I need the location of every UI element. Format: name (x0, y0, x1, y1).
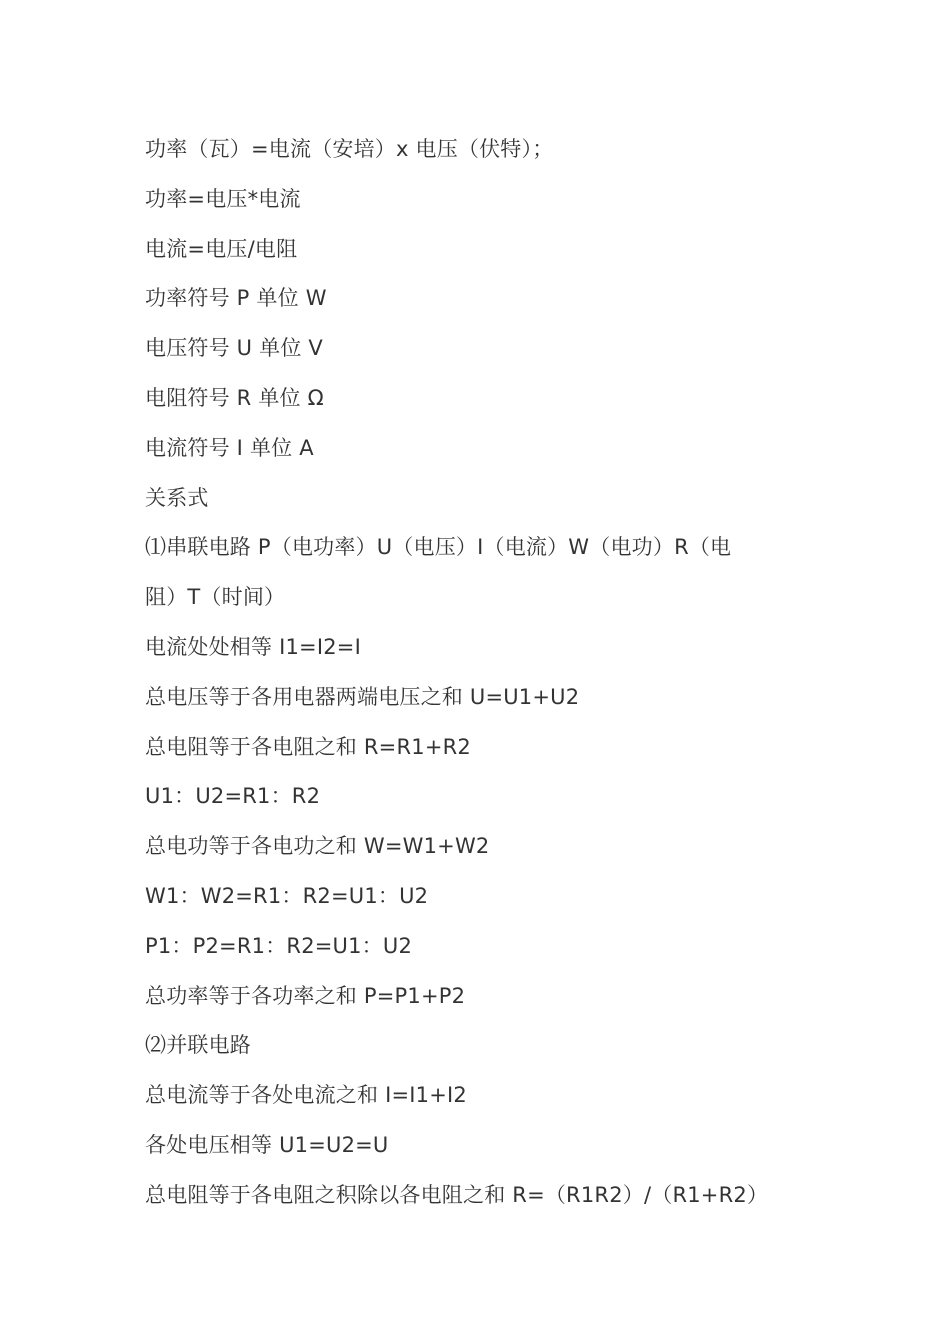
text-line: 总电功等于各电功之和 W=W1+W2 (145, 834, 490, 859)
text-line: ⑵并联电路 (145, 1033, 251, 1058)
text-line: 功率=电压*电流 (145, 186, 301, 211)
text-line: 功率符号 P 单位 W (145, 286, 327, 311)
text-line: U1：U2=R1：R2 (145, 784, 321, 809)
document-body (145, 125, 805, 1221)
text-line: 电流=电压/电阻 (145, 236, 298, 261)
text-line: 电流处处相等 I1=I2=I (145, 634, 361, 659)
text-line: 总电阻等于各电阻之积除以各电阻之和 R=（R1R2）/（R1+R2） (145, 1182, 769, 1207)
text-line: 总电阻等于各电阻之和 R=R1+R2 (145, 734, 471, 759)
text-line: 电阻符号 R 单位 Ω (145, 385, 324, 410)
text-line: 总电流等于各处电流之和 I=I1+I2 (145, 1083, 467, 1108)
text-line: 各处电压相等 U1=U2=U (145, 1132, 389, 1157)
text-line: 电压符号 U 单位 V (145, 336, 323, 361)
text-line: ⑴串联电路 P（电功率）U（电压）I（电流）W（电功）R（电 (145, 535, 732, 560)
text-line: 电流符号 I 单位 A (145, 435, 314, 460)
section-heading: 关系式 (145, 485, 209, 510)
text-line: P1：P2=R1：R2=U1：U2 (145, 933, 413, 958)
text-line: 功率（瓦）=电流（安培）x 电压（伏特）； (145, 137, 554, 161)
text-line: 总电压等于各用电器两端电压之和 U=U1+U2 (145, 684, 580, 709)
text-line: W1：W2=R1：R2=U1：U2 (145, 883, 429, 908)
text-line: 阻）T（时间） (145, 585, 286, 610)
text-line: 总功率等于各功率之和 P=P1+P2 (145, 983, 466, 1008)
